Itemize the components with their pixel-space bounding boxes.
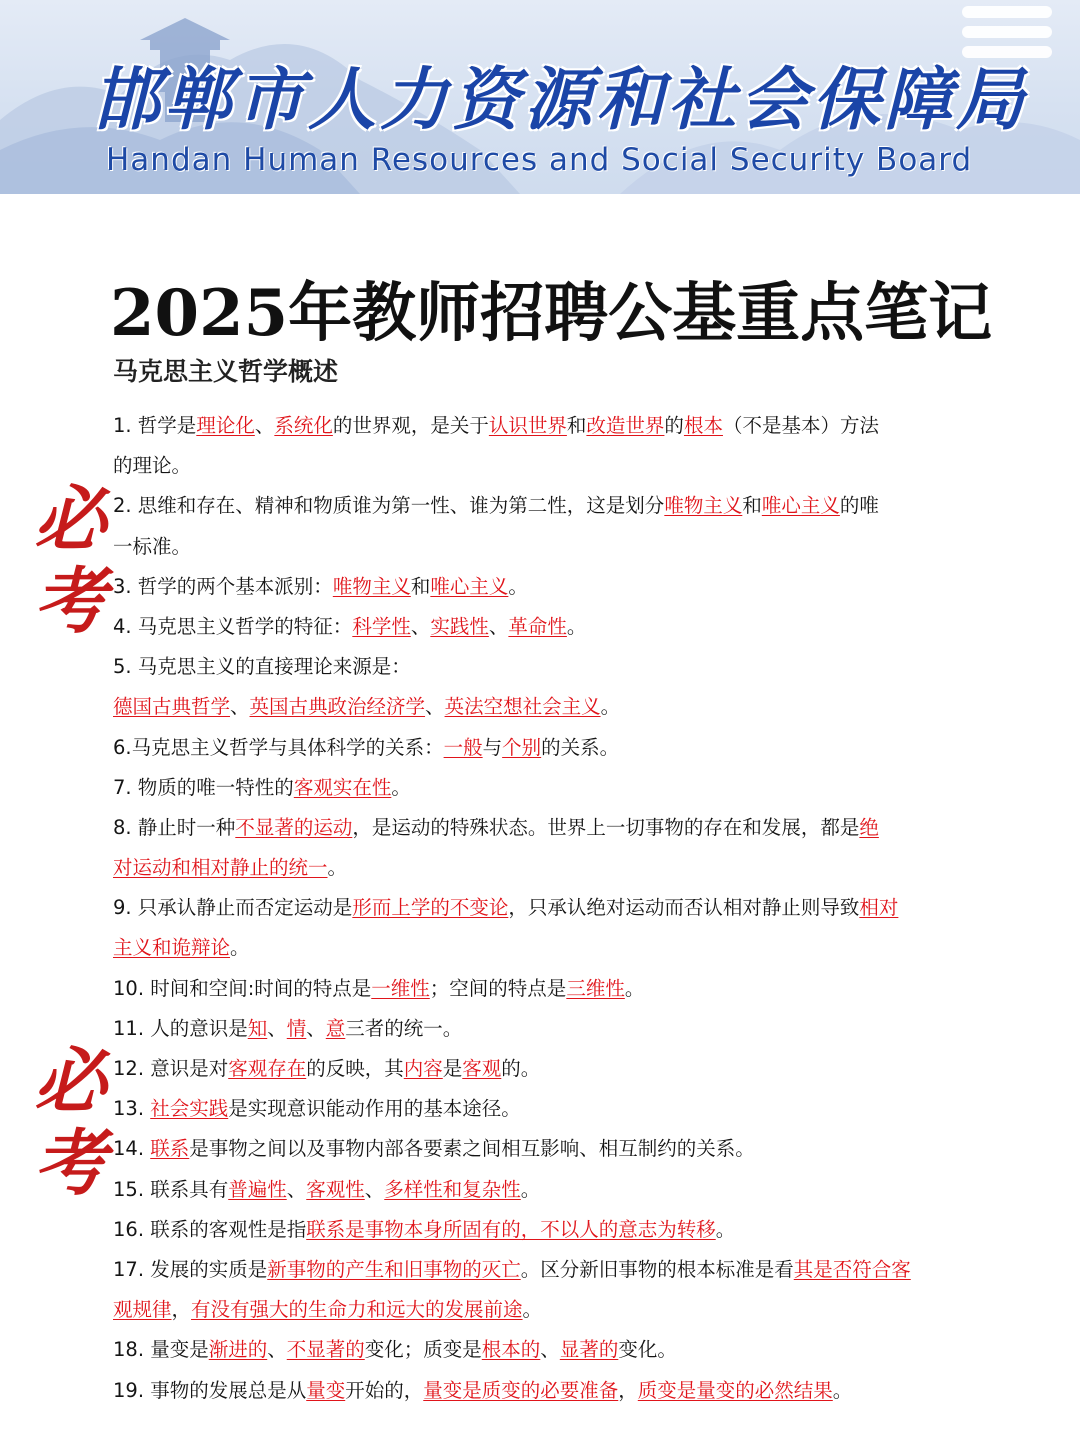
must-test-stamp <box>30 1040 110 1204</box>
key-term: 质变是量变的必然结果 <box>637 1378 833 1402</box>
page-title: 2025年教师招聘公基重点笔记 <box>110 276 993 351</box>
note-text: 、 <box>306 1016 326 1040</box>
key-term: 英国古典政治经济学 <box>249 695 426 719</box>
key-term: 理论化 <box>196 414 255 437</box>
note-text: 。 <box>566 614 587 638</box>
note-text: 11. 人的意识是 <box>113 1016 248 1040</box>
note-text: 的 <box>664 414 684 437</box>
note-text: 、 <box>410 614 431 638</box>
key-term: 量变 <box>306 1378 346 1402</box>
note-text: 和 <box>410 574 431 598</box>
key-term: 唯心主义 <box>430 574 509 598</box>
key-term: 主义和诡辩论 <box>113 936 231 960</box>
note-text: ，是运动的特殊状态。世界上一切事物的存在和发展，都是 <box>352 815 860 839</box>
section-subtitle: 马克思主义哲学概述 <box>113 357 339 386</box>
note-text: 15. 联系具有 <box>113 1177 229 1201</box>
key-term: 形而上学的不变论 <box>352 896 509 920</box>
note-text: 。 <box>520 1177 541 1201</box>
key-term: 一维性 <box>371 976 430 1000</box>
note-line <box>113 687 933 727</box>
note-text: ， <box>171 1298 192 1322</box>
stamp-text: 必 考 <box>33 1038 106 1205</box>
note-text: 。 <box>715 1217 736 1241</box>
note-text: 变化。 <box>618 1338 677 1362</box>
key-term: 有没有强大的生命力和远大的发展前途 <box>191 1298 523 1322</box>
note-line <box>113 1129 933 1169</box>
note-text: 的。 <box>501 1057 541 1080</box>
key-term: 英法空想社会主义 <box>444 695 601 719</box>
note-line <box>113 567 933 607</box>
key-term: 根本的 <box>481 1338 541 1362</box>
note-text: 、 <box>230 695 250 719</box>
note-text: 13. <box>113 1097 151 1121</box>
note-text: 1. 哲学是 <box>113 414 197 437</box>
note-line <box>113 607 933 647</box>
note-line <box>113 1330 933 1370</box>
note-text: 。 <box>600 695 621 719</box>
key-term: 观规律 <box>113 1298 172 1322</box>
key-term: 渐进的 <box>208 1338 268 1362</box>
note-text: 4. 马克思主义哲学的特征： <box>113 614 353 638</box>
note-text: 。 <box>391 775 411 799</box>
note-text: 6.马克思主义哲学与具体科学的关系： <box>113 735 444 759</box>
note-text: 。 <box>230 936 250 960</box>
note-text: 3. 哲学的两个基本派别： <box>113 574 333 598</box>
note-text: 2. 思维和存在、精神和物质谁为第一性、谁为第二性，这是划分 <box>113 494 665 518</box>
note-line <box>113 1250 933 1290</box>
note-text: 、 <box>286 1177 307 1201</box>
key-term: 客观性 <box>306 1177 365 1201</box>
note-text: 。 <box>327 856 348 880</box>
hamburger-menu-icon[interactable] <box>962 6 1052 58</box>
key-term: 客观实在性 <box>293 775 392 799</box>
note-text: 与 <box>482 735 503 759</box>
key-term: 德国古典哲学 <box>113 695 231 719</box>
org-name-english: Handan Human Resources and Social Security Board <box>106 142 973 178</box>
stamp-text: 必 考 <box>33 476 106 643</box>
key-term: 不显著的 <box>286 1338 365 1362</box>
note-text: 是事物之间以及事物内部各要素之间相互影响、相互制约的关系。 <box>189 1137 755 1161</box>
note-text: 是实现意识能动作用的基本途径。 <box>228 1097 521 1121</box>
note-text: 变化；质变是 <box>364 1338 482 1362</box>
note-text: ，只承认绝对运动而否认相对静止则导致 <box>508 896 860 920</box>
note-line <box>113 1210 933 1250</box>
key-term: 唯心主义 <box>761 494 840 518</box>
note-text: 和 <box>566 414 587 437</box>
note-text: 的理论。 <box>113 454 192 478</box>
note-line <box>113 728 933 768</box>
note-text: 、 <box>254 414 275 437</box>
key-term: 情 <box>286 1016 307 1040</box>
note-text: 。 <box>522 1298 543 1322</box>
key-term: 相对 <box>859 896 899 920</box>
note-text: 10. 时间和空间:时间的特点是 <box>113 976 372 1000</box>
note-text: 。区分新旧事物的根本标准是看 <box>520 1257 794 1281</box>
note-line <box>113 647 933 687</box>
key-term: 一般 <box>443 735 483 759</box>
org-name-chinese: 邯郸市人力资源和社会保障局 <box>92 60 1029 140</box>
key-term: 根本 <box>683 414 723 437</box>
note-text: 、 <box>267 1016 287 1040</box>
note-text: 的世界观，是关于 <box>332 414 489 437</box>
note-text: 。 <box>832 1378 853 1402</box>
note-text: 的唯 <box>839 494 879 518</box>
key-term: 联系是事物本身所固有的，不以人的意志为转移 <box>306 1217 716 1241</box>
note-line <box>113 1290 933 1330</box>
key-term: 对运动和相对静止的统一 <box>113 856 328 880</box>
note-text: 、 <box>267 1338 287 1362</box>
key-term: 意 <box>325 1016 346 1040</box>
note-line <box>113 406 933 446</box>
note-line <box>113 1049 933 1089</box>
note-text: 16. 联系的客观性是指 <box>113 1217 307 1241</box>
note-text: 一标准。 <box>113 534 192 558</box>
note-line <box>113 1089 933 1129</box>
note-line <box>113 848 933 888</box>
key-term: 系统化 <box>274 414 333 437</box>
note-line <box>113 888 933 928</box>
key-term: 个别 <box>502 735 542 759</box>
note-line <box>113 808 933 848</box>
note-line <box>113 446 933 486</box>
key-term: 认识世界 <box>488 414 567 437</box>
note-text: 、 <box>488 614 509 638</box>
key-term: 实践性 <box>430 614 489 638</box>
key-term: 其是否符合客 <box>793 1257 911 1281</box>
note-text: （不是基本）方法 <box>722 414 879 437</box>
note-text: 和 <box>742 494 762 518</box>
note-text: 三者的统一。 <box>345 1016 463 1040</box>
key-term: 社会实践 <box>150 1097 229 1121</box>
key-term: 客观 <box>462 1057 502 1080</box>
note-text: 的关系。 <box>541 735 620 759</box>
key-term: 革命性 <box>508 614 567 638</box>
note-line <box>113 527 933 567</box>
note-text: 、 <box>540 1338 560 1362</box>
note-line <box>113 969 933 1009</box>
key-term: 显著的 <box>559 1338 619 1362</box>
key-term: 唯物主义 <box>664 494 743 518</box>
notes-list <box>113 406 933 1411</box>
note-text: 是 <box>442 1057 463 1080</box>
note-line <box>113 1009 933 1049</box>
key-term: 新事物的产生和旧事物的灭亡 <box>267 1257 521 1281</box>
note-text: 17. 发展的实质是 <box>113 1257 268 1281</box>
note-text: 。 <box>624 976 645 1000</box>
note-text: 。 <box>508 574 528 598</box>
key-term: 知 <box>247 1016 268 1040</box>
key-term: 绝 <box>859 815 879 839</box>
note-line <box>113 1170 933 1210</box>
note-line <box>113 1371 933 1411</box>
key-term: 多样性和复杂性 <box>384 1177 521 1201</box>
note-text: 、 <box>425 695 445 719</box>
note-text: ， <box>618 1378 638 1402</box>
key-term: 联系 <box>150 1137 190 1161</box>
key-term: 量变是质变的必要准备 <box>423 1378 619 1402</box>
note-line <box>113 768 933 808</box>
note-text: 8. 静止时一种 <box>113 815 236 839</box>
header-banner <box>0 0 1080 194</box>
key-term: 普遍性 <box>228 1177 287 1201</box>
note-line <box>113 928 933 968</box>
key-term: 不显著的运动 <box>235 815 353 839</box>
key-term: 唯物主义 <box>332 574 411 598</box>
note-text: ；空间的特点是 <box>429 976 567 1000</box>
note-text: 9. 只承认静止而否定运动是 <box>113 896 353 920</box>
key-term: 内容 <box>403 1057 443 1080</box>
must-test-stamp <box>30 478 110 642</box>
note-text: 、 <box>364 1177 385 1201</box>
note-text: 18. 量变是 <box>113 1338 209 1362</box>
note-text: 7. 物质的唯一特性的 <box>113 775 294 799</box>
note-line <box>113 486 933 526</box>
note-text: 19. 事物的发展总是从 <box>113 1378 307 1402</box>
note-text: 12. 意识是对 <box>113 1057 229 1080</box>
key-term: 客观存在 <box>228 1057 307 1080</box>
key-term: 三维性 <box>566 976 625 1000</box>
key-term: 改造世界 <box>586 414 665 437</box>
note-text: 14. <box>113 1137 151 1161</box>
note-text: 5. 马克思主义的直接理论来源是： <box>113 655 411 679</box>
key-term: 科学性 <box>352 614 411 638</box>
note-text: 开始的， <box>345 1378 424 1402</box>
note-text: 的反映，其 <box>306 1057 404 1080</box>
